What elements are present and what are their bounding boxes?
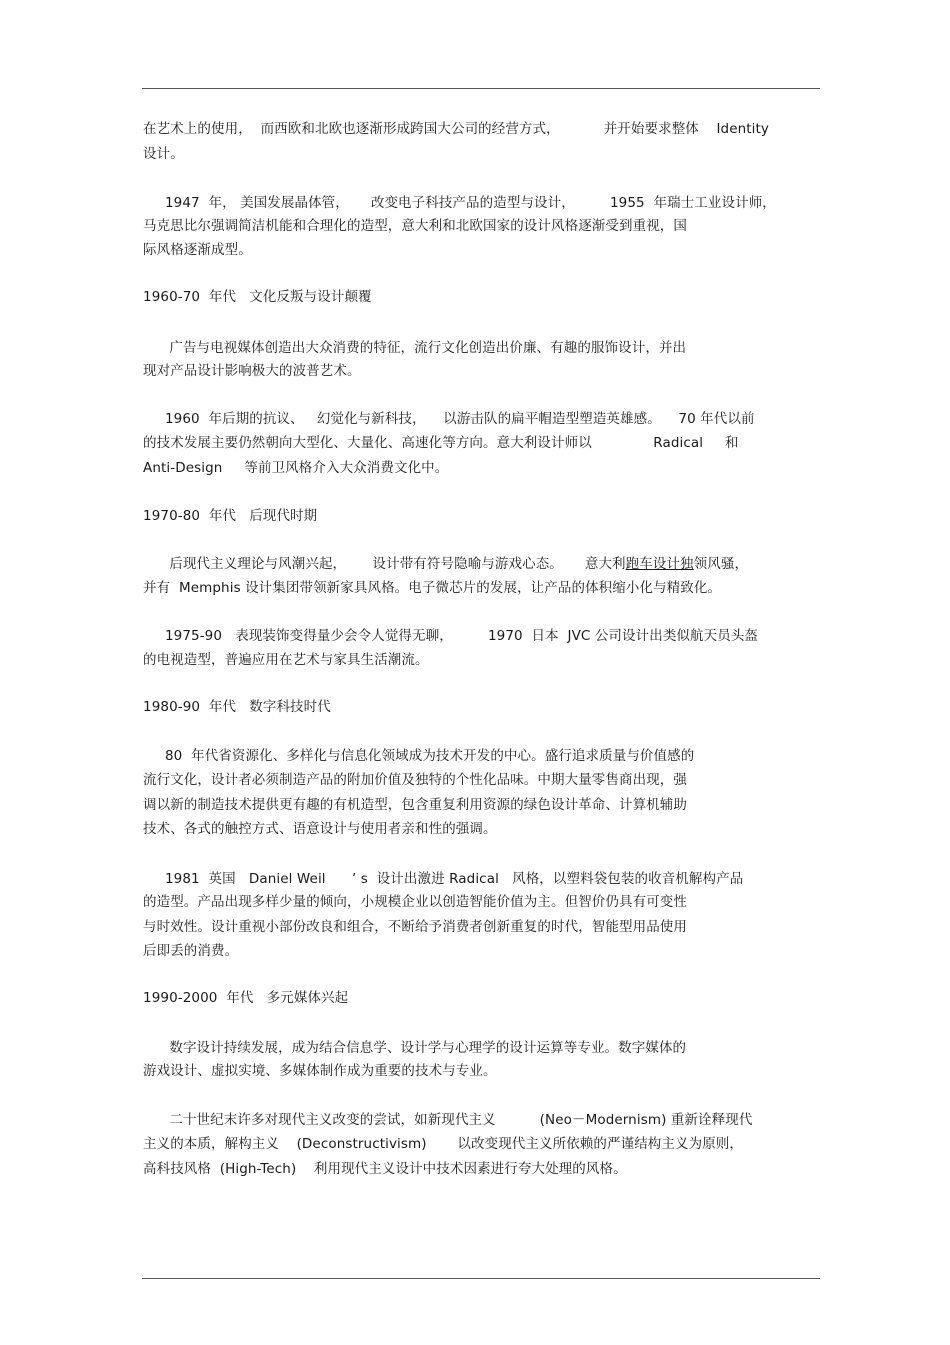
text-line: 并有 Memphis 设计集团带领新家具风格。电子微芯片的发展，让产品的体积缩小化与精致化。 (143, 580, 722, 596)
section-heading: 1980-90 年代 数字科技时代 (143, 699, 331, 715)
text-line: 数字设计持续发展，成为结合信息学、设计学与心理学的设计运算等专业。数字媒体的 (143, 1040, 687, 1056)
text-line: 调以新的制造技术提供更有趣的有机造型，包含重复利用资源的绿色设计革命、计算机辅助 (143, 797, 687, 813)
text-line: 1981 英国 Daniel Weil ’ s 设计出激进 Radical 风格，以塑料袋包装的收音机解构产品 (143, 871, 744, 887)
text-line: 1975-90 表现装饰变得量少会令人觉得无聊， 1970 日本 JVC 公司设计出类似航天员头盔 (143, 628, 759, 644)
text-line: 现对产品设计影响极大的波普艺术。 (143, 363, 361, 379)
text-line: 高科技风格 (High-Tech) 利用现代主义设计中技术因素进行夸大处理的风格。 (143, 1161, 627, 1177)
text-line: 后即丢的消费。 (143, 943, 239, 959)
text-line: 设计。 (143, 146, 184, 162)
text-line: 的电视造型，普遍应用在艺术与家具生活潮流。 (143, 652, 429, 668)
text-line: 的造型。产品出现多样少量的倾向，小规模企业以创造智能价值为主。但智价仍具有可变性 (143, 894, 687, 910)
text-line: 游戏设计、虚拟实境、多媒体制作成为重要的技术与专业。 (143, 1063, 497, 1079)
footer-rule (142, 1278, 820, 1279)
text-line: 技术、各式的触控方式、语意设计与使用者亲和性的强调。 (143, 821, 497, 837)
text-line: 广告与电视媒体创造出大众消费的特征，流行文化创造出价廉、有趣的服饰设计，并出 (143, 340, 687, 356)
section-heading: 1960-70 年代 文化反叛与设计颠覆 (143, 289, 372, 305)
section-heading: 1970-80 年代 后现代时期 (143, 508, 318, 524)
text-line: 80 年代省资源化、多样化与信息化领域成为技术开发的中心。盛行追求质量与价值感的 (143, 748, 695, 764)
text-line: 在艺术上的使用， 而西欧和北欧也逐渐形成跨国大公司的经营方式， 并开始要求整体 Identity (143, 121, 769, 137)
text-line: 马克思比尔强调简洁机能和合理化的造型，意大利和北欧国家的设计风格逐渐受到重视，国 (143, 218, 687, 234)
text-line (143, 555, 748, 573)
underlined-text: 跑车设计独 (625, 556, 694, 572)
text-line: 与时效性。设计重视小部份改良和组合，不断给予消费者创新重复的时代，智能型用品使用 (143, 919, 687, 935)
text-line: 主义的本质，解构主义 (Deconstructivism) 以改变现代主义所依赖的严谨结构主义为原则， (143, 1136, 743, 1152)
text-line: Anti-Design 等前卫风格介入大众消费文化中。 (143, 460, 449, 476)
text-line: 的技术发展主要仍然朝向大型化、大量化、高速化等方向。意大利设计师以 Radical 和 (143, 435, 739, 451)
header-rule (142, 88, 820, 89)
text-line: 流行文化，设计者必须制造产品的附加价值及独特的个性化品味。中期大量零售商出现，强 (143, 772, 687, 788)
text-segment: 领风骚， (693, 556, 749, 572)
text-segment: 后现代主义理论与风潮兴起， 设计带有符号隐喻与游戏心态。 意大利 (143, 556, 626, 572)
text-line: 1947 年， 美国发展晶体管， 改变电子科技产品的造型与设计， 1955 年瑞士工业设计师， (143, 195, 776, 211)
text-line: 1960 年后期的抗议、 幻觉化与新科技， 以游击队的扁平帽造型塑造英雄感。 70 年代以前 (143, 411, 755, 427)
text-line: 际风格逐渐成型。 (143, 242, 252, 258)
text-line: 二十世纪末许多对现代主义改变的尝试，如新现代主义 (Neo－Modernism) 重新诠释现代 (143, 1112, 753, 1128)
section-heading: 1990-2000 年代 多元媒体兴起 (143, 990, 349, 1006)
